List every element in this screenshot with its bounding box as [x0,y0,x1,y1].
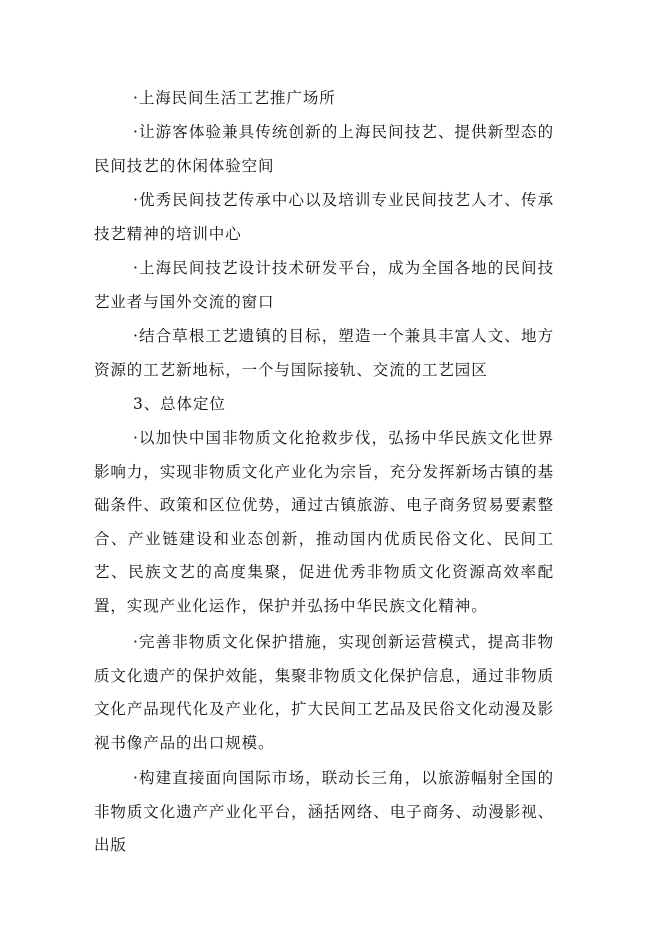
paragraph-4: ·上海民间技艺设计技术研发平台，成为全国各地的民间技艺业者与国外交流的窗口 [94,259,554,311]
paragraph-2: ·让游客体验兼具传统创新的上海民间技艺、提供新型态的民间技艺的休闲体验空间 [94,123,554,175]
section-heading: 3、总体定位 [133,395,226,413]
paragraph-5: ·结合草根工艺遗镇的目标，塑造一个兼具丰富人文、地方资源的工艺新地标，一个与国际接轨、交流的工艺园区 [94,327,554,379]
paragraph-3: ·优秀民间技艺传承中心以及培训专业民间技艺人才、传承技艺精神的培训中心 [94,191,554,243]
paragraph-1: ·上海民间生活工艺推广场所 [133,89,336,107]
paragraph-7: ·完善非物质文化保护措施，实现创新运营模式，提高非物质文化遗产的保护效能，集聚非物质文化保护信息，通过非物质文化产品现代化及产业化，扩大民间工艺品及民俗文化动漫及影视书像产品的出口规模。 [94,633,554,752]
paragraph-6: ·以加快中国非物质文化抢救步伐，弘扬中华民族文化世界影响力，实现非物质文化产业化为宗旨，充分发挥新场古镇的基础条件、政策和区位优势，通过古镇旅游、电子商务贸易要素整合、产业链建设和业态创新，推动国内优质民俗文化、民间工艺、民族文艺的高度集聚，促进优秀非物质文化资源高效率配置，实现产业化运作，保护并弘扬中华民族文化精神。 [94,429,554,615]
paragraph-8: ·构建直接面向国际市场，联动长三角，以旅游幅射全国的非物质文化遗产产业化平台，涵括网络、电子商务、动漫影视、出版 [94,769,554,854]
